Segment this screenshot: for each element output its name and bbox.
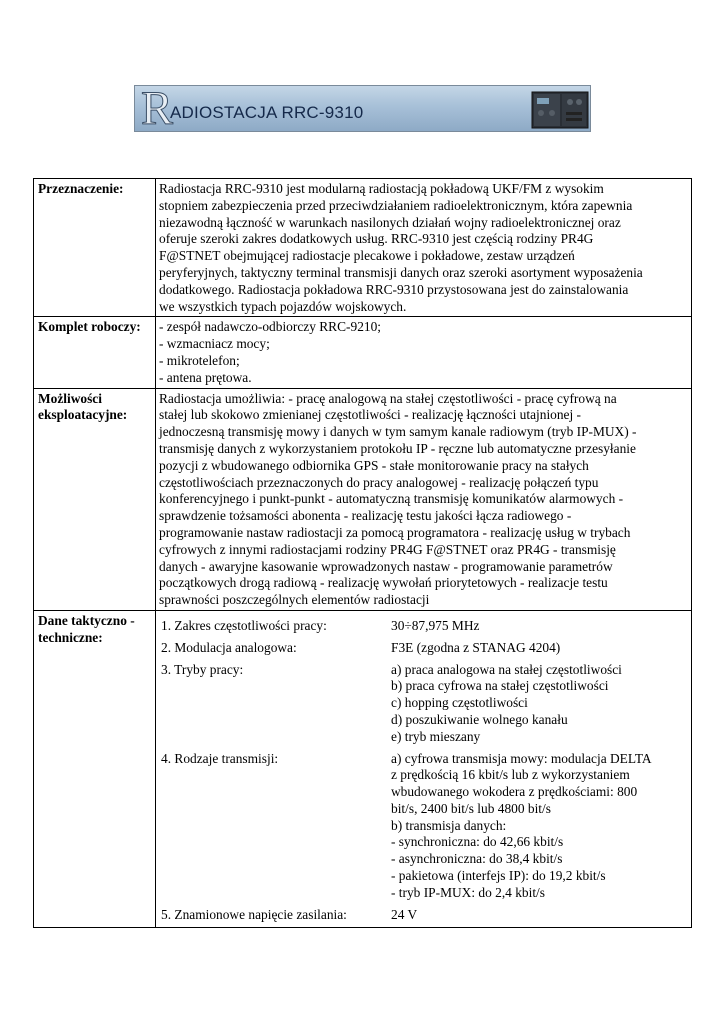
technical-param-row xyxy=(159,662,687,751)
param-value-line: a) praca analogowa na stałej częstotliwości xyxy=(391,661,622,677)
purpose-row xyxy=(34,179,692,317)
technical-data-table xyxy=(159,618,687,924)
text-line: Radiostacja umożliwia: - pracę analogową na stałej częstotliwości - pracę cyfrową na xyxy=(159,390,617,406)
param-value-line: - asynchroniczna: do 38,4 kbit/s xyxy=(391,851,563,867)
param-name: 3. Tryby pracy: xyxy=(161,661,244,677)
param-value-line: - tryb IP-MUX: do 2,4 kbit/s xyxy=(391,884,545,900)
technical-param-row xyxy=(159,618,687,640)
param-value-line: e) tryb mieszany xyxy=(391,728,481,744)
text-line: dodatkowego. Radiostacja pokładowa RRC-9310 przystosowana jest do zainstalowania xyxy=(159,281,629,297)
param-value-line: - pakietowa (interfejs IP): do 19,2 kbit/s xyxy=(391,868,606,884)
param-name: 2. Modulacja analogowa: xyxy=(161,639,297,655)
capabilities-text xyxy=(156,388,692,610)
kit-row xyxy=(34,317,692,388)
param-value-line: F3E (zgodna z STANAG 4204) xyxy=(391,639,561,655)
text-line: transmisję danych z wykorzystaniem protokołu IP - ręczne lub automatyczne przesyłanie xyxy=(159,440,636,456)
param-value-line: c) hopping częstotliwości xyxy=(391,695,528,711)
technical-label-line: techniczne: xyxy=(38,629,103,645)
text-line: cyfrowych z innymi radiostacjami rodziny PR4G F@STNET oraz PR4G - transmisję xyxy=(159,541,616,557)
param-name: 4. Rodzaje transmisji: xyxy=(161,750,279,766)
specification-table xyxy=(33,178,692,928)
technical-label xyxy=(34,610,156,928)
technical-param-row xyxy=(159,907,687,924)
text-line: oferuje szeroki zakres dodatkowych usług. RRC-9310 jest częścią rodziny PR4G xyxy=(159,231,594,247)
text-line: peryferyjnych, taktyczny terminal transmisji danych oraz szeroki asortyment wyposażenia xyxy=(159,264,643,280)
list-item: - antena prętowa. xyxy=(159,369,252,385)
param-name: 1. Zakres częstotliwości pracy: xyxy=(161,617,327,633)
param-value-line: a) cyfrowa transmisja mowy: modulacja DELTA xyxy=(391,750,652,766)
text-line: danych - awaryjne kasowanie wprowadzonych nastaw - programowanie parametrów xyxy=(159,558,613,574)
banner-initial: R xyxy=(141,85,174,132)
param-name: 5. Znamionowe napięcie zasilania: xyxy=(161,906,347,922)
param-value-line: 30÷87,975 MHz xyxy=(391,617,480,633)
param-value-line: - synchroniczna: do 42,66 kbit/s xyxy=(391,834,564,850)
param-value xyxy=(391,907,687,924)
technical-row xyxy=(34,610,692,928)
kit-label: Komplet roboczy: xyxy=(34,317,156,388)
text-line: F@STNET obejmującej radiostacje plecakowe i pokładowe, zestaw urządzeń xyxy=(159,248,575,264)
text-line: sprawdzenie tożsamości abonenta - realizację testu jakości łącza radiowego - xyxy=(159,508,572,524)
text-line: częstotliwościach przeznaczonych do pracy analogowej - realizację połączeń typu xyxy=(159,474,599,490)
param-value-line: b) transmisja danych: xyxy=(391,817,507,833)
param-value-line: 24 V xyxy=(391,906,418,922)
text-line: niezawodną łączność w warunkach nasilonych działań wojny radioelektronicznej oraz xyxy=(159,214,621,230)
capabilities-label-line: eksploatacyjne: xyxy=(38,407,128,423)
text-line: konferencyjnego i punkt-punkt - automatyczną transmisję komunikatów alarmowych - xyxy=(159,491,624,507)
param-value-line: b) praca cyfrowa na stałej częstotliwości xyxy=(391,678,609,694)
technical-param-row xyxy=(159,751,687,907)
list-item: - mikrotelefon; xyxy=(159,352,240,368)
list-item: - zespół nadawczo-odbiorczy RRC-9210; xyxy=(159,319,381,335)
technical-param-row xyxy=(159,640,687,662)
banner-title: ADIOSTACJA RRC-9310 xyxy=(170,103,364,122)
text-line: jednoczesną transmisję mowy i danych w tym samym kanale radiowym (tryb IP-MUX) - xyxy=(159,424,637,440)
kit-list xyxy=(156,317,692,388)
purpose-text xyxy=(156,179,692,317)
technical-data xyxy=(156,610,692,928)
capabilities-label-line: Możliwości xyxy=(38,390,102,406)
text-line: we wszystkich typach pojazdów wojskowych. xyxy=(159,298,407,314)
param-value-line: wbudowanego wokodera z prędkościami: 800 xyxy=(391,784,638,800)
param-value-line: z prędkością 16 kbit/s lub z wykorzystaniem xyxy=(391,767,630,783)
capabilities-label xyxy=(34,388,156,610)
param-value-line: bit/s, 2400 bit/s lub 4800 bit/s xyxy=(391,800,551,816)
text-line: stałej lub skokowo zmienianej częstotliwości - realizację łączności utajnionej - xyxy=(159,407,582,423)
capabilities-row xyxy=(34,388,692,610)
param-value-line: d) poszukiwanie wolnego kanału xyxy=(391,711,568,727)
technical-label-line: Dane taktyczno - xyxy=(38,612,135,628)
param-value xyxy=(391,662,687,751)
param-value xyxy=(391,751,687,907)
param-value xyxy=(391,618,687,640)
text-line: sprawności poszczególnych elementów radiostacji xyxy=(159,592,430,608)
text-line: stopniem zabezpieczenia przed przeciwdziałaniem radioelektronicznym, która zapewnia xyxy=(159,197,633,213)
param-value xyxy=(391,640,687,662)
header-banner xyxy=(134,85,591,132)
list-item: - wzmacniacz mocy; xyxy=(159,336,270,352)
radio-device-image xyxy=(530,88,590,130)
text-line: programowanie nastaw radiostacji za pomocą programatora - realizację usług w trybach xyxy=(159,524,631,540)
text-line: Radiostacja RRC-9310 jest modularną radiostacją pokładową UKF/FM z wysokim xyxy=(159,181,604,196)
purpose-label: Przeznaczenie: xyxy=(34,179,156,317)
text-line: pozycji z wbudowanego odbiornika GPS - stałe monitorowanie pracy na stałych xyxy=(159,457,589,473)
text-line: początkowych drogą radiową - realizację wywołań priorytetowych - realizacje testu xyxy=(159,575,608,591)
